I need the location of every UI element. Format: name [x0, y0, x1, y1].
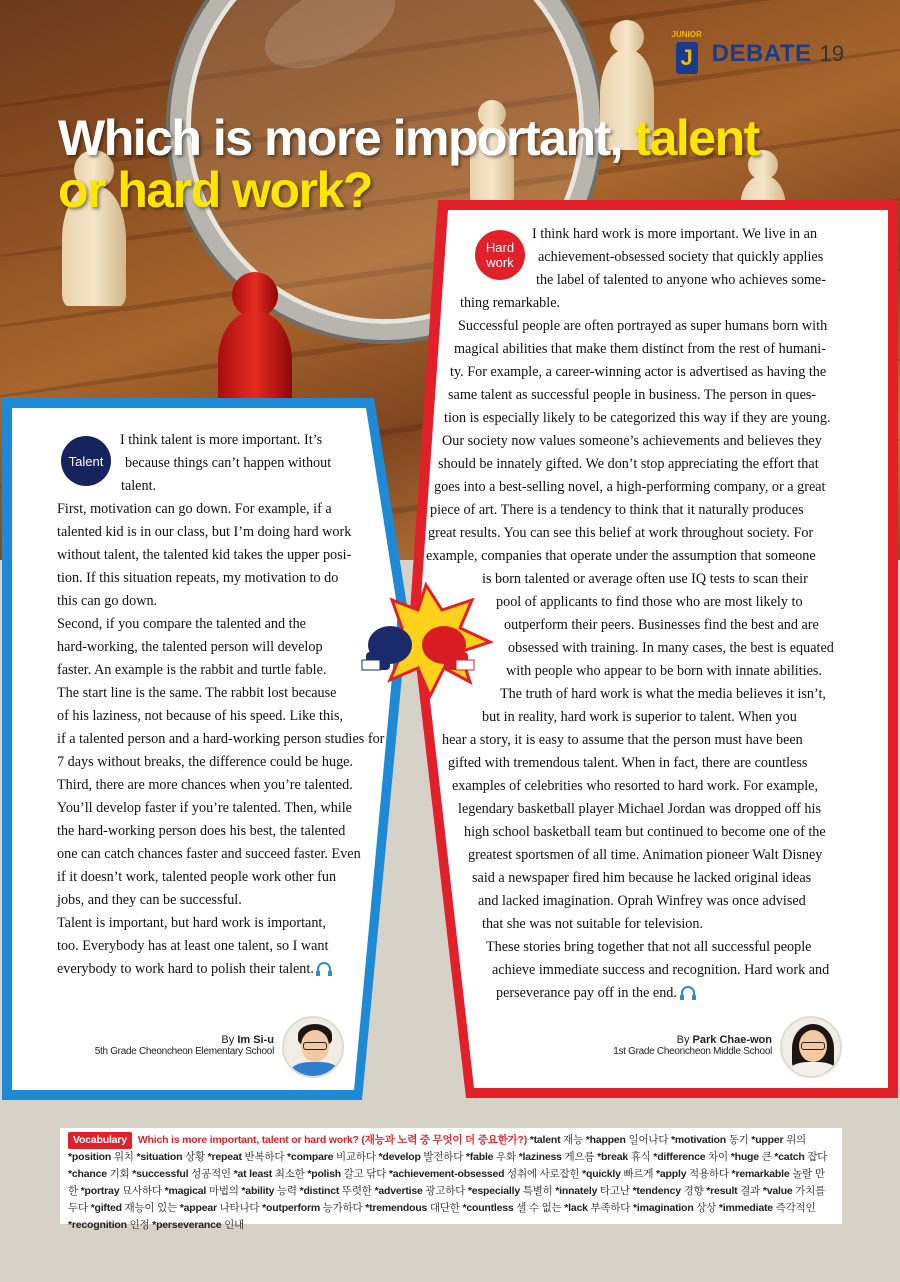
hardwork-badge: Hard work [475, 230, 525, 280]
vocab-entry: *result 결과 [703, 1185, 761, 1197]
vocab-entry: *difference 차이 [650, 1151, 728, 1163]
vocab-entry: *immediate 즉각적인 [716, 1202, 816, 1214]
vocab-entry: *especially 특별히 [465, 1185, 553, 1197]
headphone-icon[interactable] [681, 986, 695, 998]
vocab-entry: *laziness 게으름 [515, 1151, 595, 1163]
vocab-entry: *develop 발전하다 [375, 1151, 464, 1163]
author-name: Im Si-u [237, 1034, 274, 1046]
vocab-entry: *successful 성공적인 [129, 1168, 231, 1180]
vocab-entry: *tremendous 대단한 [362, 1202, 460, 1214]
vocab-entry: *remarkable 놀랄 만한 [68, 1168, 825, 1197]
vocab-entry: *tendency 경향 [629, 1185, 704, 1197]
talent-article: I think talent is more important. It’s because things can’t happen without talent. First, motivation can go down. For example, if a talented kid is in our class, but I’m doing hard work without talent, the talented kid takes the upper posi- tion. If this situation repeats, my motivation to do this can go down. Second, if you compare the talented and the hard-working, the talented person will develop faster. An example is the rabbit and turtle fable. The start line is the same. The rabbit lost because of his laziness, not because of his speed. Like this, if a talented person and a hard-working person studies for 7 days without breaks, the difference could be huge. Third, there are more chances when you’re talented. You’ll develop faster if you’re talented. Then, while the hard-working person does his best, the talented one can catch chances faster and succeed faster. Even if it doesn’t work, talented people work other fun jobs, and they can be successful. Talent is important, but hard work is important, too. Everybody has at least one talent, so I want everybody to work hard to polish their talent. [57, 432, 385, 977]
vocab-entry: *achievement-obsessed 성취에 사로잡힌 [386, 1168, 580, 1180]
talent-byline: By Im Si-u 5th Grade Cheoncheon Elementary School [80, 1034, 274, 1057]
avatar [780, 1016, 842, 1078]
vocab-entry: *distinct 뚜렷한 [296, 1185, 372, 1197]
vocab-entry: *recognition 인정 [68, 1219, 150, 1231]
vocab-entry: *upper 위의 [748, 1134, 806, 1146]
vocab-entry: *portray 묘사하다 [77, 1185, 162, 1197]
vocab-entry: *chance 기회 [68, 1168, 130, 1180]
vocab-entry: *gifted 재능이 있는 [87, 1202, 178, 1214]
vocab-entry: *talent 재능 [529, 1134, 584, 1146]
page-title: Which is more important, talent or hard work? [58, 110, 759, 218]
author-school: 5th Grade Cheoncheon Elementary School [94, 1046, 274, 1057]
section-name: DEBATE [711, 40, 812, 67]
author-name: Park Chae-won [692, 1034, 772, 1046]
vocab-entry: *advertise 광고하다 [371, 1185, 466, 1197]
vocab-entry: *at least 최소한 [230, 1168, 305, 1180]
vocab-entry: *polish 갈고 닦다 [304, 1168, 387, 1180]
vocab-entry: *ability 능력 [238, 1185, 297, 1197]
vocab-entry: *perseverance 인내 [149, 1219, 244, 1231]
vocab-entry: *apply 적용하다 [653, 1168, 729, 1180]
vocab-entry: *outperform 능가하다 [259, 1202, 363, 1214]
vocab-entry: *value 가치를 두다 [68, 1185, 826, 1214]
vocabulary-heading: Which is more important, talent or hard work? (재능과 노력 중 무엇이 더 중요한가?) [137, 1134, 527, 1146]
vocab-entry: *happen 일어나다 [583, 1134, 669, 1146]
vocab-entry: *magical 마법의 [161, 1185, 239, 1197]
vocab-entry: *compare 비교하다 [284, 1151, 376, 1163]
vocabulary-tag: Vocabulary [68, 1132, 132, 1149]
talent-badge: Talent [61, 436, 111, 486]
vocab-entry: *lack 부족하다 [561, 1202, 631, 1214]
vocab-entry: *position 위치 [68, 1151, 134, 1163]
vocab-entry: *situation 상황 [133, 1151, 205, 1163]
vocab-entry: *countless 셀 수 없는 [459, 1202, 562, 1214]
vocab-entry: *fable 우화 [463, 1151, 516, 1163]
headphone-icon[interactable] [317, 962, 331, 974]
hardwork-byline: By Park Chae-won 1st Grade Cheoncheon Middle School [574, 1034, 772, 1057]
page-number: 19 [819, 41, 844, 66]
vocab-entry: *innately 타고난 [552, 1185, 630, 1197]
vocab-entry: *huge 큰 [728, 1151, 772, 1163]
vocabulary-box [60, 1128, 842, 1231]
vocabulary-list [68, 1134, 827, 1231]
avatar [282, 1016, 344, 1078]
vocab-entry: *motivation 동기 [668, 1134, 749, 1146]
vocab-entry: *repeat 반복하다 [204, 1151, 285, 1163]
vocab-entry: *quickly 빠르게 [579, 1168, 654, 1180]
vocab-entry: *break 휴식 [594, 1151, 651, 1163]
vocab-entry: *imagination 상상 [630, 1202, 717, 1214]
vocab-entry: *catch 잡다 [771, 1151, 828, 1163]
author-school: 1st Grade Cheoncheon Middle School [613, 1046, 772, 1057]
junior-logo: JUNIOR J [670, 32, 704, 76]
vocab-entry: *appear 나타나다 [177, 1202, 260, 1214]
hardwork-article: I think hard work is more important. We live in an achievement-obsessed society that quickly applies the label of talented to anyone who achieves some- thing remarkable. Successful people are often portrayed as super humans born with magical abilities that make them distinct from the rest of humani- ty. For example, a career-winning actor is advertised as having the same talent as successful people in business. The person in ques- tion is especially likely to be categorized this way if they are young. Our society now values someone’s achievements and believes they should be innately gifted. We don’t stop appreciating the effort that goes into a best-selling novel, a high-performing company, or a great piece of art. There is a tendency to think that it naturally produces great results. You can see this belief at work throughout society. For example, companies that operate under the assumption that someone is born talented or average often use IQ tests to scan their pool of applicants to find those who are most likely to outperform their peers. Businesses find the best and are obsessed with training. In many cases, the best is equated with people who appear to be born with innate abilities. The truth of hard work is what the media believes it isn’t, but in reality, hard work is superior to talent. When you hear a story, it is easy to assume that the person must have been gifted with tremendous talent. When in fact, there are countless examples of celebrities who resorted to hard work. For example, legendary basketball player Michael Jordan was dropped off his high school basketball team but continued to become one of the greatest sportsmen of all time. Animation pioneer Walt Disney said a newspaper fired him because he lacked original ideas and lacked imagination. Oprah Winfrey was once advised that she was not suitable for television. These stories bring together that not all successful people achieve immediate success and recognition. Hard work and perseverance pay off in the end. [426, 226, 834, 1001]
